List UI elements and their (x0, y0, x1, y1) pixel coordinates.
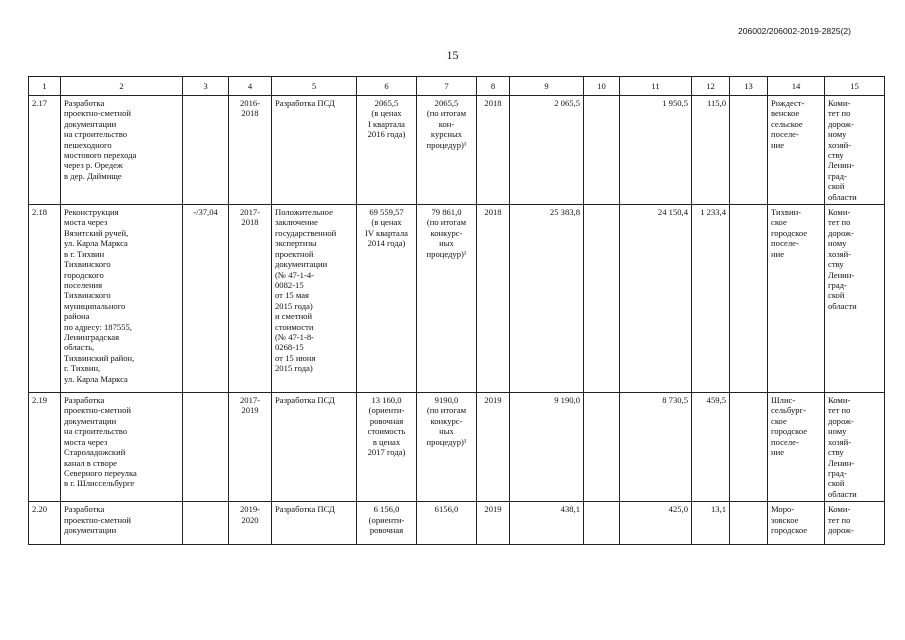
document-id: 206002/206002-2019-2825(2) (738, 26, 851, 36)
cell-responsible: Коми- тет по дорож- ному хозяй- ству Ленин- град- ской области (825, 96, 885, 205)
cell-municipality: Тихвин- ское городское поселе- ние (768, 205, 825, 393)
cell-name: Разработка проектно-сметной документации на строительство пешеходного мостового перехода через р. Оредеж в дер. Даймище (61, 96, 183, 205)
table-row (29, 502, 885, 545)
cell-status: Положительное заключение государственной экспертизы проектной документации (№ 47-1-4- 0082-15 от 15 мая 2015 года) и сметной стоимости (№ 47-1-8- 0268-15 от 15 июня 2015 года) (272, 205, 357, 393)
column-header: 4 (229, 77, 272, 96)
cell-total: 9 190,0 (510, 393, 584, 502)
column-header: 7 (417, 77, 477, 96)
cell-period: 2016- 2018 (229, 96, 272, 205)
cell-regional: 1 950,5 (620, 96, 692, 205)
cell-number: 2.18 (29, 205, 61, 393)
cell-total: 438,1 (510, 502, 584, 545)
cell-period: 2017- 2019 (229, 393, 272, 502)
cell-responsible: Коми- тет по дорож- ному хозяй- ству Ленин- град- ской области (825, 205, 885, 393)
cell-municipality: Моро- зовское городское (768, 502, 825, 545)
cell-estimate: 69 559,57 (в ценах IV квартала 2014 года) (357, 205, 417, 393)
cell-year: 2019 (477, 393, 510, 502)
cell-name: Разработка проектно-сметной документации (61, 502, 183, 545)
column-header: 15 (825, 77, 885, 96)
cell-capacity (183, 393, 229, 502)
cell-local: 115,0 (692, 96, 730, 205)
cell-regional: 8 730,5 (620, 393, 692, 502)
cell-status: Разработка ПСД (272, 393, 357, 502)
cell-responsible: Коми- тет по дорож- ному хозяй- ству Ленин- град- ской области (825, 393, 885, 502)
cell-year: 2018 (477, 205, 510, 393)
column-header: 13 (730, 77, 768, 96)
cell-contract: 79 861,0 (по итогам конкурс- ных процедур)¹ (417, 205, 477, 393)
cell-contract: 9190,0 (по итогам конкурс- ных процедур)¹ (417, 393, 477, 502)
cell-status: Разработка ПСД (272, 96, 357, 205)
column-header: 14 (768, 77, 825, 96)
page-number: 15 (446, 48, 459, 62)
cell-federal (584, 205, 620, 393)
cell-estimate: 13 160,0 (ориенти- ровочная стоимость в ценах 2017 года) (357, 393, 417, 502)
column-header: 6 (357, 77, 417, 96)
cell-capacity: -/37,04 (183, 205, 229, 393)
cell-federal (584, 96, 620, 205)
cell-status: Разработка ПСД (272, 502, 357, 545)
cell-local: 1 233,4 (692, 205, 730, 393)
cell-federal (584, 393, 620, 502)
cell-number: 2.19 (29, 393, 61, 502)
column-header: 3 (183, 77, 229, 96)
cell-municipality: Рождест- венское сельское поселе- ние (768, 96, 825, 205)
cell-regional: 425,0 (620, 502, 692, 545)
cell-capacity (183, 502, 229, 545)
cell-number: 2.17 (29, 96, 61, 205)
cell-other (730, 393, 768, 502)
cell-other (730, 96, 768, 205)
cell-municipality: Шлис- сельбург- ское городское поселе- ние (768, 393, 825, 502)
cell-local: 13,1 (692, 502, 730, 545)
cell-contract: 2065,5 (по итогам кон- курсных процедур)¹ (417, 96, 477, 205)
column-header: 1 (29, 77, 61, 96)
column-header: 11 (620, 77, 692, 96)
cell-other (730, 205, 768, 393)
header-row (29, 77, 885, 96)
column-header: 12 (692, 77, 730, 96)
cell-contract: 6156,0 (417, 502, 477, 545)
cell-total: 25 383,8 (510, 205, 584, 393)
column-header: 5 (272, 77, 357, 96)
cell-capacity (183, 96, 229, 205)
cell-local: 459,5 (692, 393, 730, 502)
cell-year: 2019 (477, 502, 510, 545)
column-header: 10 (584, 77, 620, 96)
cell-responsible: Коми- тет по дорож- (825, 502, 885, 545)
table-row (29, 205, 885, 393)
cell-number: 2.20 (29, 502, 61, 545)
cell-estimate: 2065,5 (в ценах I квартала 2016 года) (357, 96, 417, 205)
cell-name: Разработка проектно-сметной документации на строительство моста через Староладожский канал в створе Северного переулка в г. Шлиссельбурге (61, 393, 183, 502)
cell-name: Реконструкция моста через Вязитский ручей, ул. Карла Маркса в г. Тихвин Тихвинского городского поселения Тихвинского муниципального района по адресу: 187555, Ленинградская область, Тихвинский район, г. Тихвин, ул. Карла Маркса (61, 205, 183, 393)
cell-federal (584, 502, 620, 545)
cell-total: 2 065,5 (510, 96, 584, 205)
data-table (28, 76, 885, 545)
column-header: 8 (477, 77, 510, 96)
column-header: 9 (510, 77, 584, 96)
cell-regional: 24 150,4 (620, 205, 692, 393)
column-header: 2 (61, 77, 183, 96)
cell-period: 2019- 2020 (229, 502, 272, 545)
table-row (29, 96, 885, 205)
cell-other (730, 502, 768, 545)
cell-estimate: 6 156,0 (ориенти- ровочная (357, 502, 417, 545)
cell-period: 2017- 2018 (229, 205, 272, 393)
cell-year: 2018 (477, 96, 510, 205)
table-row (29, 393, 885, 502)
